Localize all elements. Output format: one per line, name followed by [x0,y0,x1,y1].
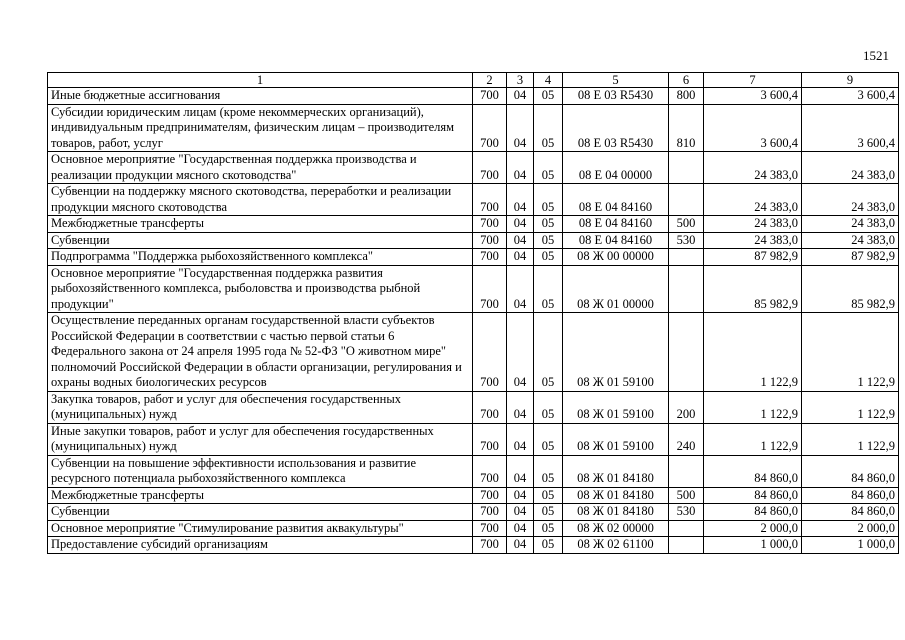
table-row [48,313,899,392]
amount-cell: 1 122,9 [704,313,802,392]
row-name-cell: Иные закупки товаров, работ и услуг для обеспечения государственных (муниципальных) нужд [48,423,473,455]
amount-cell: 1 000,0 [704,537,802,554]
amount-cell: 1 122,9 [802,423,899,455]
section-cell: 04 [507,216,534,233]
code-cell: 700 [473,423,507,455]
amount-cell: 1 122,9 [802,391,899,423]
table-row [48,455,899,487]
amount-cell: 84 860,0 [802,455,899,487]
code-cell: 700 [473,88,507,105]
amount-cell: 1 122,9 [704,391,802,423]
code-cell: 700 [473,216,507,233]
column-header: 2 [473,73,507,88]
column-header: 5 [563,73,669,88]
section-cell: 04 [507,265,534,313]
expense-type-cell [669,537,704,554]
row-name-cell: Субвенции на поддержку мясного скотоводства, переработки и реализации продукции мясного скотоводства [48,184,473,216]
code-cell: 700 [473,313,507,392]
target-article-cell: 08 Ж 02 61100 [563,537,669,554]
subsection-cell: 05 [534,313,563,392]
code-cell: 700 [473,184,507,216]
column-header: 6 [669,73,704,88]
amount-cell: 3 600,4 [802,88,899,105]
amount-cell: 24 383,0 [802,216,899,233]
row-name-cell: Предоставление субсидий организациям [48,537,473,554]
section-cell: 04 [507,520,534,537]
table-row [48,391,899,423]
section-cell: 04 [507,423,534,455]
target-article-cell: 08 Е 04 84160 [563,184,669,216]
section-cell: 04 [507,152,534,184]
section-cell: 04 [507,184,534,216]
amount-cell: 84 860,0 [704,487,802,504]
code-cell: 700 [473,152,507,184]
subsection-cell: 05 [534,391,563,423]
amount-cell: 84 860,0 [704,504,802,521]
expense-type-cell [669,455,704,487]
expense-type-cell: 240 [669,423,704,455]
code-cell: 700 [473,104,507,152]
target-article-cell: 08 Ж 01 84180 [563,504,669,521]
code-cell: 700 [473,520,507,537]
expense-type-cell: 530 [669,232,704,249]
subsection-cell: 05 [534,423,563,455]
row-name-cell: Субвенции [48,232,473,249]
target-article-cell: 08 Е 03 R5430 [563,88,669,105]
amount-cell: 24 383,0 [802,184,899,216]
amount-cell: 24 383,0 [704,184,802,216]
amount-cell: 24 383,0 [802,152,899,184]
code-cell: 700 [473,504,507,521]
row-name-cell: Основное мероприятие "Стимулирование развития аквакультуры" [48,520,473,537]
section-cell: 04 [507,313,534,392]
table-row [48,520,899,537]
code-cell: 700 [473,487,507,504]
table-row [48,104,899,152]
amount-cell: 1 000,0 [802,537,899,554]
table-row [48,216,899,233]
subsection-cell: 05 [534,455,563,487]
code-cell: 700 [473,249,507,266]
subsection-cell: 05 [534,152,563,184]
row-name-cell: Основное мероприятие "Государственная поддержка производства и реализации продукции мясного скотоводства" [48,152,473,184]
row-name-cell: Субвенции [48,504,473,521]
table-row [48,88,899,105]
expense-type-cell [669,249,704,266]
amount-cell: 2 000,0 [704,520,802,537]
target-article-cell: 08 Е 04 84160 [563,232,669,249]
row-name-cell: Субсидии юридическим лицам (кроме некоммерческих организаций), индивидуальным предпринимателям, физическим лицам – производителям товаров, работ, услуг [48,104,473,152]
amount-cell: 3 600,4 [704,88,802,105]
target-article-cell: 08 Ж 01 84180 [563,487,669,504]
section-cell: 04 [507,104,534,152]
amount-cell: 87 982,9 [704,249,802,266]
section-cell: 04 [507,391,534,423]
subsection-cell: 05 [534,184,563,216]
target-article-cell: 08 Е 04 84160 [563,216,669,233]
amount-cell: 85 982,9 [704,265,802,313]
subsection-cell: 05 [534,265,563,313]
target-article-cell: 08 Ж 01 59100 [563,423,669,455]
code-cell: 700 [473,232,507,249]
expense-type-cell: 500 [669,487,704,504]
column-header: 4 [534,73,563,88]
expense-type-cell: 530 [669,504,704,521]
subsection-cell: 05 [534,487,563,504]
table-row [48,487,899,504]
expense-type-cell: 500 [669,216,704,233]
subsection-cell: 05 [534,104,563,152]
expense-type-cell [669,265,704,313]
code-cell: 700 [473,265,507,313]
amount-cell: 1 122,9 [704,423,802,455]
section-cell: 04 [507,88,534,105]
table-row [48,537,899,554]
subsection-cell: 05 [534,504,563,521]
target-article-cell: 08 Ж 00 00000 [563,249,669,266]
row-name-cell: Субвенции на повышение эффективности использования и развитие ресурсного потенциала рыбохозяйственного комплекса [48,455,473,487]
amount-cell: 3 600,4 [704,104,802,152]
target-article-cell: 08 Ж 02 00000 [563,520,669,537]
subsection-cell: 05 [534,520,563,537]
target-article-cell: 08 Ж 01 00000 [563,265,669,313]
table-row [48,249,899,266]
column-header: 9 [802,73,899,88]
amount-cell: 85 982,9 [802,265,899,313]
table-row [48,152,899,184]
column-header: 7 [704,73,802,88]
subsection-cell: 05 [534,88,563,105]
row-name-cell: Межбюджетные трансферты [48,487,473,504]
code-cell: 700 [473,537,507,554]
table-row [48,265,899,313]
amount-cell: 1 122,9 [802,313,899,392]
section-cell: 04 [507,455,534,487]
amount-cell: 84 860,0 [802,487,899,504]
table-row [48,184,899,216]
table-row [48,232,899,249]
target-article-cell: 08 Ж 01 59100 [563,391,669,423]
code-cell: 700 [473,455,507,487]
section-cell: 04 [507,232,534,249]
table-row [48,504,899,521]
amount-cell: 87 982,9 [802,249,899,266]
expense-type-cell [669,184,704,216]
budget-table [47,72,899,554]
amount-cell: 24 383,0 [704,232,802,249]
row-name-cell: Основное мероприятие "Государственная поддержка развития рыбохозяйственного комплекса, рыболовства и производства рыбной продукции" [48,265,473,313]
expense-type-cell [669,313,704,392]
table-row [48,423,899,455]
expense-type-cell [669,520,704,537]
target-article-cell: 08 Ж 01 84180 [563,455,669,487]
expense-type-cell: 800 [669,88,704,105]
row-name-cell: Подпрограмма "Поддержка рыбохозяйственного комплекса" [48,249,473,266]
code-cell: 700 [473,391,507,423]
section-cell: 04 [507,249,534,266]
subsection-cell: 05 [534,249,563,266]
target-article-cell: 08 Е 03 R5430 [563,104,669,152]
row-name-cell: Осуществление переданных органам государственной власти субъектов Российской Федерации в соответствии с частью первой статьи 6 Федерального закона от 24 апреля 1995 года № 52-ФЗ "О животном мире" полномочий Российской Федерации в области организации, регулирования и охраны водных биологических ресурсов [48,313,473,392]
amount-cell: 84 860,0 [704,455,802,487]
table-body [48,88,899,554]
row-name-cell: Закупка товаров, работ и услуг для обеспечения государственных (муниципальных) нужд [48,391,473,423]
target-article-cell: 08 Е 04 00000 [563,152,669,184]
section-cell: 04 [507,487,534,504]
target-article-cell: 08 Ж 01 59100 [563,313,669,392]
amount-cell: 84 860,0 [802,504,899,521]
amount-cell: 3 600,4 [802,104,899,152]
column-header: 3 [507,73,534,88]
row-name-cell: Межбюджетные трансферты [48,216,473,233]
header-row [48,73,899,88]
amount-cell: 24 383,0 [802,232,899,249]
amount-cell: 24 383,0 [704,152,802,184]
amount-cell: 2 000,0 [802,520,899,537]
subsection-cell: 05 [534,216,563,233]
section-cell: 04 [507,537,534,554]
amount-cell: 24 383,0 [704,216,802,233]
section-cell: 04 [507,504,534,521]
expense-type-cell: 200 [669,391,704,423]
subsection-cell: 05 [534,537,563,554]
subsection-cell: 05 [534,232,563,249]
row-name-cell: Иные бюджетные ассигнования [48,88,473,105]
column-header: 1 [48,73,473,88]
page-number: 1521 [863,48,889,63]
expense-type-cell: 810 [669,104,704,152]
expense-type-cell [669,152,704,184]
